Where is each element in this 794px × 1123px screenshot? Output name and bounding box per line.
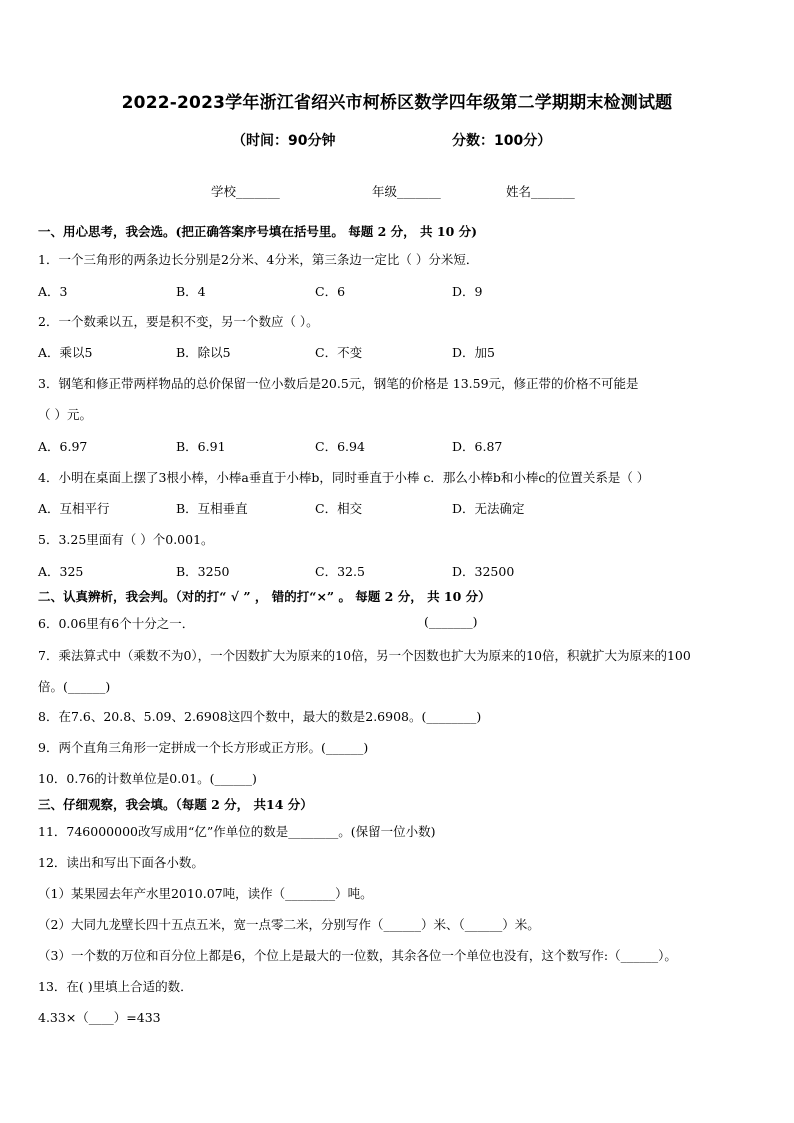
q4-option-b[interactable]: B．互相垂直	[176, 501, 248, 516]
question-3-cont: （ ）元。	[38, 407, 92, 422]
section-1-heading: 一、用心思考，我会选。(把正确答案序号填在括号里。 每题 2 分， 共 10 分)	[38, 224, 478, 239]
q2-option-c[interactable]: C．不变	[315, 345, 363, 360]
section-3-heading: 三、仔细观察，我会填。（每题 2 分， 共14 分）	[38, 797, 313, 812]
question-13: 13．在( )里填上合适的数．	[38, 979, 193, 994]
question-4: 4．小明在桌面上摆了3根小棒，小棒a垂直于小棒b，同时垂直于小棒 c．那么小棒b和小棒c的位置关系是（ ）	[38, 470, 650, 485]
name-field[interactable]: 姓名_______	[506, 184, 575, 199]
q5-option-a[interactable]: A．325	[38, 564, 84, 579]
page-title: 2022-2023学年浙江省绍兴市柯桥区数学四年级第二学期期末检测试题	[121, 93, 673, 113]
question-5: 5．3.25里面有（ ）个0.001。	[38, 532, 214, 547]
exam-score: 分数：100分）	[452, 133, 552, 149]
q2-option-d[interactable]: D．加5	[452, 345, 495, 360]
q3-option-b[interactable]: B．6.91	[176, 439, 226, 454]
q1-option-b[interactable]: B．4	[176, 284, 206, 299]
q4-option-d[interactable]: D．无法确定	[452, 501, 525, 516]
question-7: 7．乘法算式中（乘数不为0），一个因数扩大为原来的10倍，另一个因数也扩大为原来的10倍，积就扩大为原来的100	[38, 648, 691, 663]
question-13-equation: 4.33×（____）=433	[38, 1010, 161, 1025]
q5-option-c[interactable]: C．32.5	[315, 564, 365, 579]
q4-option-a[interactable]: A．互相平行	[38, 501, 110, 516]
q5-option-d[interactable]: D．32500	[452, 564, 515, 579]
q4-option-c[interactable]: C．相交	[315, 501, 363, 516]
grade-field[interactable]: 年级_______	[372, 184, 441, 199]
question-10: 10．0.76的计数单位是0.01。(______)	[38, 771, 257, 786]
question-9: 9．两个直角三角形一定拼成一个长方形或正方形。(______)	[38, 740, 369, 755]
q1-option-d[interactable]: D．9	[452, 284, 483, 299]
q1-option-a[interactable]: A．3	[38, 284, 68, 299]
question-3: 3．钢笔和修正带两样物品的总价保留一位小数后是20.5元，钢笔的价格是 13.59元，修正带的价格不可能是	[38, 376, 639, 391]
question-11: 11．746000000改写成用“亿”作单位的数是________。(保留一位小数)	[38, 824, 436, 839]
q3-option-a[interactable]: A．6.97	[38, 439, 88, 454]
section-2-heading: 二、认真辨析，我会判。（对的打“ √ ” ， 错的打“×” 。 每题 2 分， 共 10 分）	[38, 589, 491, 604]
q5-option-b[interactable]: B．3250	[176, 564, 230, 579]
school-field[interactable]: 学校_______	[211, 184, 280, 199]
question-8: 8．在7.6、20.8、5.09、2.6908这四个数中，最大的数是2.6908。(________)	[38, 709, 482, 724]
question-12: 12．读出和写出下面各小数。	[38, 855, 204, 870]
question-6: 6．0.06里有6个十分之一．	[38, 616, 195, 631]
question-2: 2．一个数乘以五，要是积不变，另一个数应（ ）。	[38, 314, 319, 329]
question-1: 1．一个三角形的两条边长分别是2分米、4分米，第三条边一定比（ ）分米短．	[38, 252, 479, 267]
q3-option-d[interactable]: D．6.87	[452, 439, 503, 454]
question-12-part-2: （2）大同九龙壁长四十五点五米，宽一点零二米，分别写作（______）米、（______）米。	[38, 917, 540, 932]
q1-option-c[interactable]: C．6	[315, 284, 346, 299]
q6-answer-blank[interactable]: (_______)	[424, 614, 478, 629]
question-7-cont: 倍。(______)	[38, 679, 111, 694]
q3-option-c[interactable]: C．6.94	[315, 439, 365, 454]
question-12-part-1: （1）某果园去年产水里2010.07吨，读作（________）吨。	[38, 886, 373, 901]
exam-time: （时间：90分钟	[232, 133, 336, 149]
question-12-part-3: （3）一个数的万位和百分位上都是6，个位上是最大的一位数，其余各位一个单位也没有，这个数写作:（______）。	[38, 948, 677, 963]
q2-option-a[interactable]: A．乘以5	[38, 345, 93, 360]
q2-option-b[interactable]: B．除以5	[176, 345, 231, 360]
